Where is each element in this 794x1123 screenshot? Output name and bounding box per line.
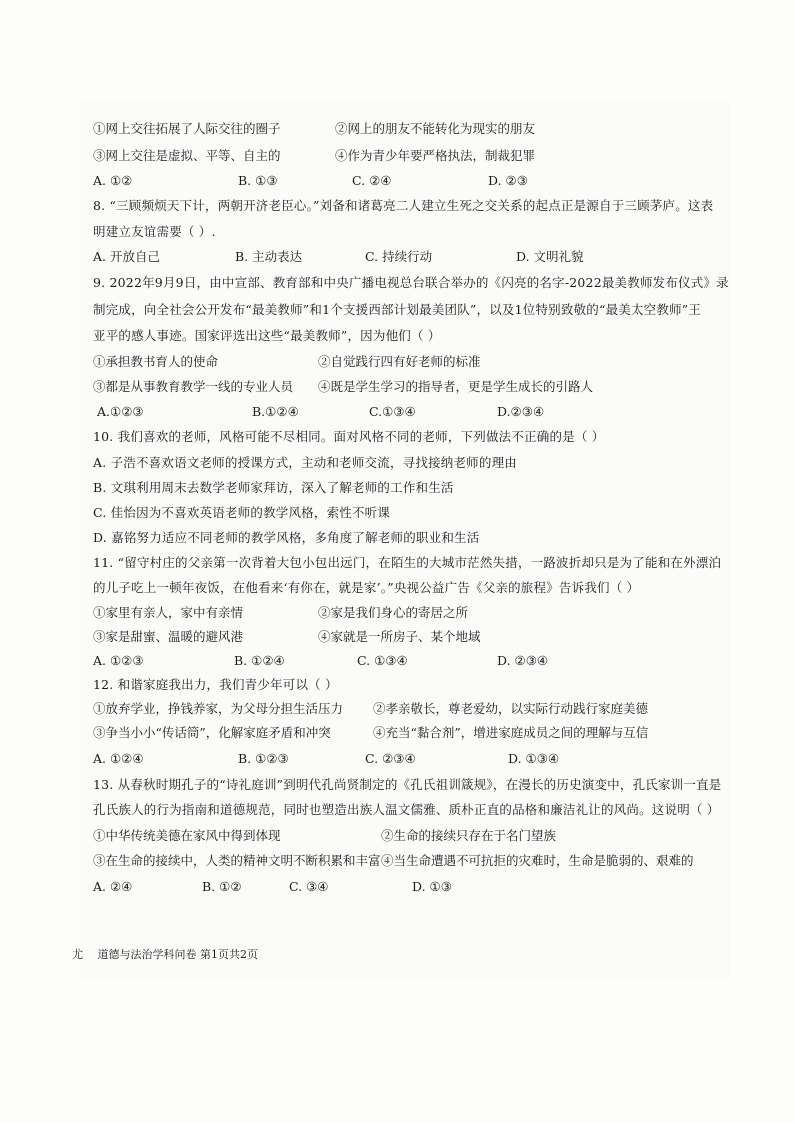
q7-choice-c: C. ②④: [352, 173, 392, 188]
q7-choice-d: D. ②③: [488, 173, 528, 188]
q9-stem-line-3: 亚平的感人事迹。国家评选出这些“最美教师”，因为他们（ ）: [93, 328, 441, 343]
q11-option-3: ③家是甜蜜、温暖的避风港: [93, 629, 244, 644]
q8-stem-line-2: 明建立友谊需要（ ）.: [93, 224, 216, 239]
q13-option-4: ④当生命遭遇不可抗拒的灾难时，生命是脆弱的、艰难的: [381, 853, 694, 868]
q9-choice-b: B.①②④: [252, 404, 299, 419]
q11-option-4: ④家就是一所房子、某个地域: [318, 629, 481, 644]
q13-option-2: ②生命的接续只存在于名门望族: [381, 828, 557, 843]
q12-stem: 12. 和谐家庭我出力，我们青少年可以（ ）: [93, 677, 338, 692]
q9-stem-line-2: 制完成，向全社会公开发布“最美教师”和1个支援西部计划最美团队”，以及1位特别致敬的“最美太空教师”王: [93, 302, 702, 317]
q13-choice-a: A. ②④: [93, 879, 133, 894]
q7-option-2: ②网上的朋友不能转化为现实的朋友: [335, 121, 536, 136]
q8-choice-b: B. 主动表达: [235, 249, 303, 264]
q8-choice-a: A. 开放自己: [93, 249, 160, 264]
q7-choice-b: B. ①③: [238, 173, 278, 188]
q12-choice-c: C. ②③④: [365, 751, 416, 766]
q13-stem-line-1: 13. 从春秋时期孔子的“诗礼庭训”到明代孔尚贤制定的《孔氏祖训箴规》，在漫长的历史演变中，孔氏家训一直是: [93, 777, 722, 792]
q12-choice-a: A. ①②④: [93, 751, 144, 766]
q8-choice-c: C. 持续行动: [365, 249, 433, 264]
q9-choice-a: A.①②③: [97, 404, 144, 419]
q9-option-4: ④既是学生学习的指导者，更是学生成长的引路人: [318, 379, 594, 394]
q11-choice-a: A. ①②③: [93, 653, 144, 668]
q13-choice-c: C. ③④: [289, 879, 329, 894]
q9-choice-c: C.①③④: [369, 404, 416, 419]
q10-choice-b: B. 文琪利用周末去数学老师家拜访，深入了解老师的工作和生活: [93, 480, 454, 495]
q9-stem-line-1: 9. 2022年9月9日，由中宣部、教育部和中央广播电视总台联合举办的《闪亮的名字-2022最美教师发布仪式》录: [93, 275, 729, 290]
q11-option-2: ②家是我们身心的寄居之所: [318, 605, 469, 620]
q13-stem-line-2: 孔氏族人的行为指南和道德规范，同时也塑造出族人温文儒雅、质朴正直的品格和廉洁礼让的风尚。这说明（ ）: [93, 802, 720, 817]
q12-option-1: ①放弃学业，挣钱养家，为父母分担生活压力: [93, 701, 344, 716]
q13-choice-b: B. ①②: [202, 879, 242, 894]
q11-choice-d: D. ②③④: [497, 653, 549, 668]
q9-option-3: ③都是从事教育教学一线的专业人员: [93, 379, 294, 394]
q12-choice-d: D. ①③④: [508, 751, 560, 766]
footer-text: 道德与法治学科问卷 第1页共2页: [97, 948, 258, 961]
q8-choice-d: D. 文明礼貌: [516, 249, 584, 264]
q12-option-3: ③争当小小“传话筒”，化解家庭矛盾和冲突: [93, 725, 331, 740]
q12-option-4: ④充当“黏合剂”，增进家庭成员之间的理解与互信: [373, 725, 649, 740]
q13-option-3: ③在生命的接续中，人类的精神文明不断积累和丰富: [93, 853, 381, 868]
q9-option-1: ①承担教书育人的使命: [93, 354, 219, 369]
q12-choice-b: B. ①②③: [238, 751, 289, 766]
q11-option-1: ①家里有亲人，家中有亲情: [93, 605, 244, 620]
footer-mark: 尤: [72, 948, 83, 961]
q11-choice-b: B. ①②④: [234, 653, 285, 668]
q12-option-2: ②孝亲敬长，尊老爱幼，以实际行动践行家庭美德: [373, 701, 649, 716]
q13-option-1: ①中华传统美德在家风中得到体现: [93, 828, 281, 843]
q7-option-1: ①网上交往拓展了人际交往的圈子: [93, 121, 281, 136]
q7-option-3: ③网上交往是虚拟、平等、自主的: [93, 148, 281, 163]
q13-choice-d: D. ①③: [412, 879, 452, 894]
q7-option-4: ④作为青少年要严格执法，制裁犯罪: [335, 148, 536, 163]
q10-choice-d: D. 嘉铭努力适应不同老师的教学风格，多角度了解老师的职业和生活: [93, 530, 480, 545]
q11-stem-line-1: 11. “留守村庄的父亲第一次背着大包小包出远门，在陌生的大城市茫然失措，一路波折却只是为了能和在外漂泊: [93, 555, 722, 570]
q11-choice-c: C. ①③④: [357, 653, 408, 668]
q10-stem: 10. 我们喜欢的老师，风格可能不尽相同。面对风格不同的老师，下列做法不正确的是（ ）: [93, 429, 605, 444]
page-footer: [72, 946, 258, 962]
q9-option-2: ②自觉践行四有好老师的标准: [318, 354, 481, 369]
q10-choice-c: C. 佳怡因为不喜欢英语老师的教学风格，索性不听课: [93, 505, 391, 520]
q11-stem-line-2: 的儿子吃上一顿年夜饭，在他看来‘有你在，就是家’。”央视公益广告《父亲的旅程》告诉我们（ ）: [93, 580, 640, 595]
q7-choice-a: A. ①②: [93, 173, 133, 188]
q8-stem-line-1: 8. “三顾频烦天下计，两朝开济老臣心。”刘备和诸葛亮二人建立生死之交关系的起点正是源自于三顾茅庐。这表: [93, 198, 714, 213]
q9-choice-d: D.②③④: [497, 404, 545, 419]
q10-choice-a: A. 子浩不喜欢语文老师的授课方式，主动和老师交流，寻找接纳老师的理由: [93, 455, 517, 470]
